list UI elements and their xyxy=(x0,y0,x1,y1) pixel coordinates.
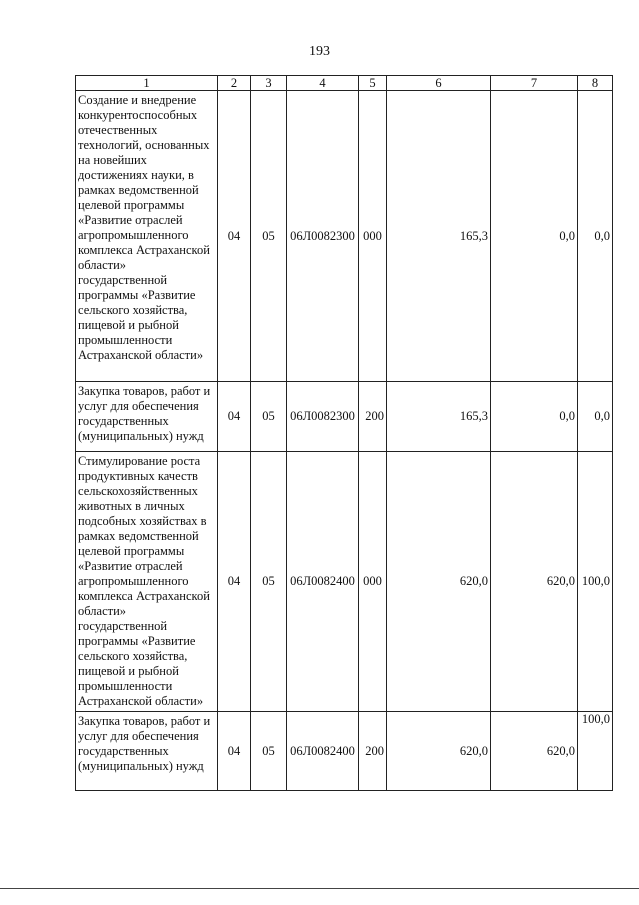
target-article-code: 06Л0082400 xyxy=(287,452,359,712)
column-header: 3 xyxy=(251,76,287,91)
column-header: 8 xyxy=(578,76,613,91)
table-row xyxy=(76,91,613,382)
row-description: Создание и внедрение конкурентоспособных отечественных технологий, основанных на новейших достижениях науки, в рамках ведомственной целевой программы «Развитие отраслей агропромышленного комплекса Астраханской области» государственной программы «Развитие сельского хозяйства, пищевой и рыбной промышленности Астраханской области» xyxy=(76,91,218,382)
execution-percent: 0,0 xyxy=(578,382,613,452)
amount-executed: 0,0 xyxy=(491,382,578,452)
amount-planned: 620,0 xyxy=(387,712,491,791)
column-header: 6 xyxy=(387,76,491,91)
section-code: 04 xyxy=(218,382,251,452)
header-row xyxy=(76,76,613,91)
execution-percent: 100,0 xyxy=(578,712,613,791)
column-header: 1 xyxy=(76,76,218,91)
column-header: 2 xyxy=(218,76,251,91)
column-header: 4 xyxy=(287,76,359,91)
target-article-code: 06Л0082400 xyxy=(287,712,359,791)
amount-executed: 0,0 xyxy=(491,91,578,382)
target-article-code: 06Л0082300 xyxy=(287,382,359,452)
section-code: 04 xyxy=(218,712,251,791)
expense-type-code: 200 xyxy=(359,712,387,791)
amount-planned: 620,0 xyxy=(387,452,491,712)
subsection-code: 05 xyxy=(251,91,287,382)
column-header: 5 xyxy=(359,76,387,91)
table-row xyxy=(76,452,613,712)
row-description: Закупка товаров, работ и услуг для обеспечения государственных (муниципальных) нужд xyxy=(76,712,218,791)
subsection-code: 05 xyxy=(251,382,287,452)
row-description: Стимулирование роста продуктивных качеств сельскохозяйственных животных в личных подсобных хозяйствах в рамках ведомственной целевой программы «Развитие отраслей агропромышленного комплекса Астраханской области» государственной программы «Развитие сельского хозяйства, пищевой и рыбной промышленности Астраханской области» xyxy=(76,452,218,712)
amount-planned: 165,3 xyxy=(387,382,491,452)
page-bottom-rule xyxy=(0,888,639,889)
amount-planned: 165,3 xyxy=(387,91,491,382)
subsection-code: 05 xyxy=(251,452,287,712)
budget-table xyxy=(75,75,613,791)
table-row xyxy=(76,382,613,452)
amount-executed: 620,0 xyxy=(491,452,578,712)
execution-percent: 0,0 xyxy=(578,91,613,382)
expense-type-code: 000 xyxy=(359,452,387,712)
expense-type-code: 200 xyxy=(359,382,387,452)
expense-type-code: 000 xyxy=(359,91,387,382)
subsection-code: 05 xyxy=(251,712,287,791)
section-code: 04 xyxy=(218,452,251,712)
execution-percent: 100,0 xyxy=(578,452,613,712)
table-row xyxy=(76,712,613,791)
amount-executed: 620,0 xyxy=(491,712,578,791)
target-article-code: 06Л0082300 xyxy=(287,91,359,382)
page-number: 193 xyxy=(309,44,330,59)
column-header: 7 xyxy=(491,76,578,91)
section-code: 04 xyxy=(218,91,251,382)
row-description: Закупка товаров, работ и услуг для обеспечения государственных (муниципальных) нужд xyxy=(76,382,218,452)
